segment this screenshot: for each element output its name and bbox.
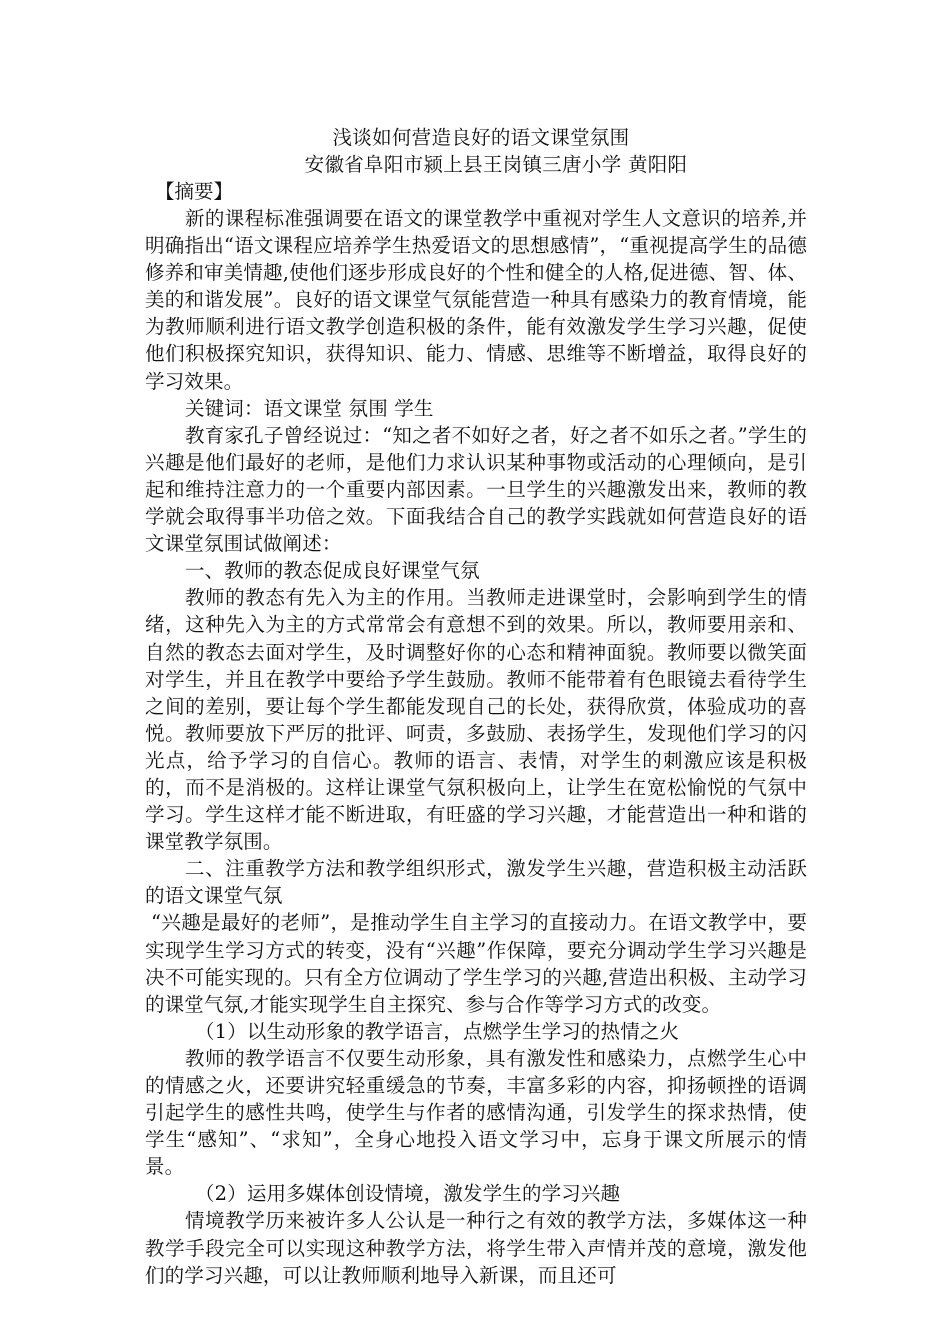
section-heading-1: 一、教师的教态促成良好课堂气氛 bbox=[185, 559, 480, 583]
subsection-heading-2: （2）运用多媒体创设情境，激发学生的学习兴趣 bbox=[195, 1182, 621, 1206]
document-title: 浅谈如何营造良好的语文课堂氛围 bbox=[332, 126, 630, 149]
subsection-1-paragraph: 教师的教学语言不仅要生动形象，具有激发性和感染力，点燃学生心中的情感之火，还要讲究轻重缓急的节奏，丰富多彩的内容，抑扬顿挫的语调引起学生的感性共鸣，使学生与作者的感情沟通，引发学生的探求热情，使学生“感知”、“求知”，全身心地投入语文学习中，忘身于课文所展示的情景。 bbox=[145, 1046, 807, 1179]
section-heading-2: 二、注重教学方法和教学组织形式，激发学生兴趣，营造积极主动活跃的语文课堂气氛 bbox=[145, 857, 807, 908]
abstract-paragraph: 新的课程标准强调要在语文的课堂教学中重视对学生人文意识的培养,并明确指出“语文课程应培养学生热爱语文的思想感情”，“重视提高学生的品德修养和审美情趣,使他们逐步形成良好的个性和健全的人格,促进德、智、体、美的和谐发展”。良好的语文课堂气氛能营造一种具有感染力的教育情境，能为教师顺利进行语文教学创造积极的条件，能有效激发学生学习兴趣，促使他们积极探究知识，获得知识、能力、情感、思维等不断增益，取得良好的学习效果。 bbox=[145, 207, 807, 393]
intro-paragraph: 教育家孔子曾经说过：“知之者不如好之者，好之者不如乐之者。”学生的兴趣是他们最好的老师，是他们力求认识某种事物或活动的心理倾向，是引起和维持注意力的一个重要内部因素。一旦学生的兴趣激发出来，教师的教学就会取得事半功倍之效。下面我结合自己的教学实践就如何营造良好的语文课堂氛围试做阐述： bbox=[145, 423, 807, 556]
section-1-paragraph: 教师的教态有先入为主的作用。当教师走进课堂时，会影响到学生的情绪，这种先入为主的方式常常会有意想不到的效果。所以，教师要用亲和、自然的教态去面对学生，及时调整好你的心态和精神面貌。教师要以微笑面对学生，并且在教学中要给予学生鼓励。教师不能带着有色眼镜去看待学生之间的差别，要让每个学生都能发现自己的长处，获得欣赏，体验成功的喜悦。教师要放下严厉的批评、呵责，多鼓励、表扬学生，发现他们学习的闪光点，给予学习的自信心。教师的语言、表情，对学生的刺激应该是积极的，而不是消极的。这样让课堂气氛积极向上，让学生在宽松愉悦的气氛中学习。学生这样才能不断进取，有旺盛的学习兴趣，才能营造出一种和谐的课堂教学氛围。 bbox=[145, 586, 807, 854]
author-line: 安徽省阜阳市颍上县王岗镇三唐小学 黄阳阳 bbox=[304, 153, 688, 176]
subsection-2-paragraph: 情境教学历来被许多人公认是一种行之有效的教学方法，多媒体这一种教学手段完全可以实现这种教学方法，将学生带入声情并茂的意境，激发他们的学习兴趣，可以让教师顺利地导入新课，而且还可 bbox=[145, 1209, 807, 1287]
abstract-label: 【摘要】 bbox=[155, 180, 234, 203]
keywords-line: 关键词：语文课堂 氛围 学生 bbox=[185, 396, 434, 420]
subsection-heading-1: （1）以生动形象的教学语言，点燃学生学习的热情之火 bbox=[195, 1019, 680, 1043]
section-2-paragraph: “兴趣是最好的老师”，是推动学生自主学习的直接动力。在语文教学中，要实现学生学习方式的转变，没有“兴趣”作保障，要充分调动学生学习兴趣是决不可能实现的。只有全方位调动了学生学习的兴趣,营造出积极、主动学习的课堂气氛,才能实现学生自主探究、参与合作等学习方式的改变。 bbox=[145, 911, 807, 1016]
document-page bbox=[145, 124, 807, 1289]
